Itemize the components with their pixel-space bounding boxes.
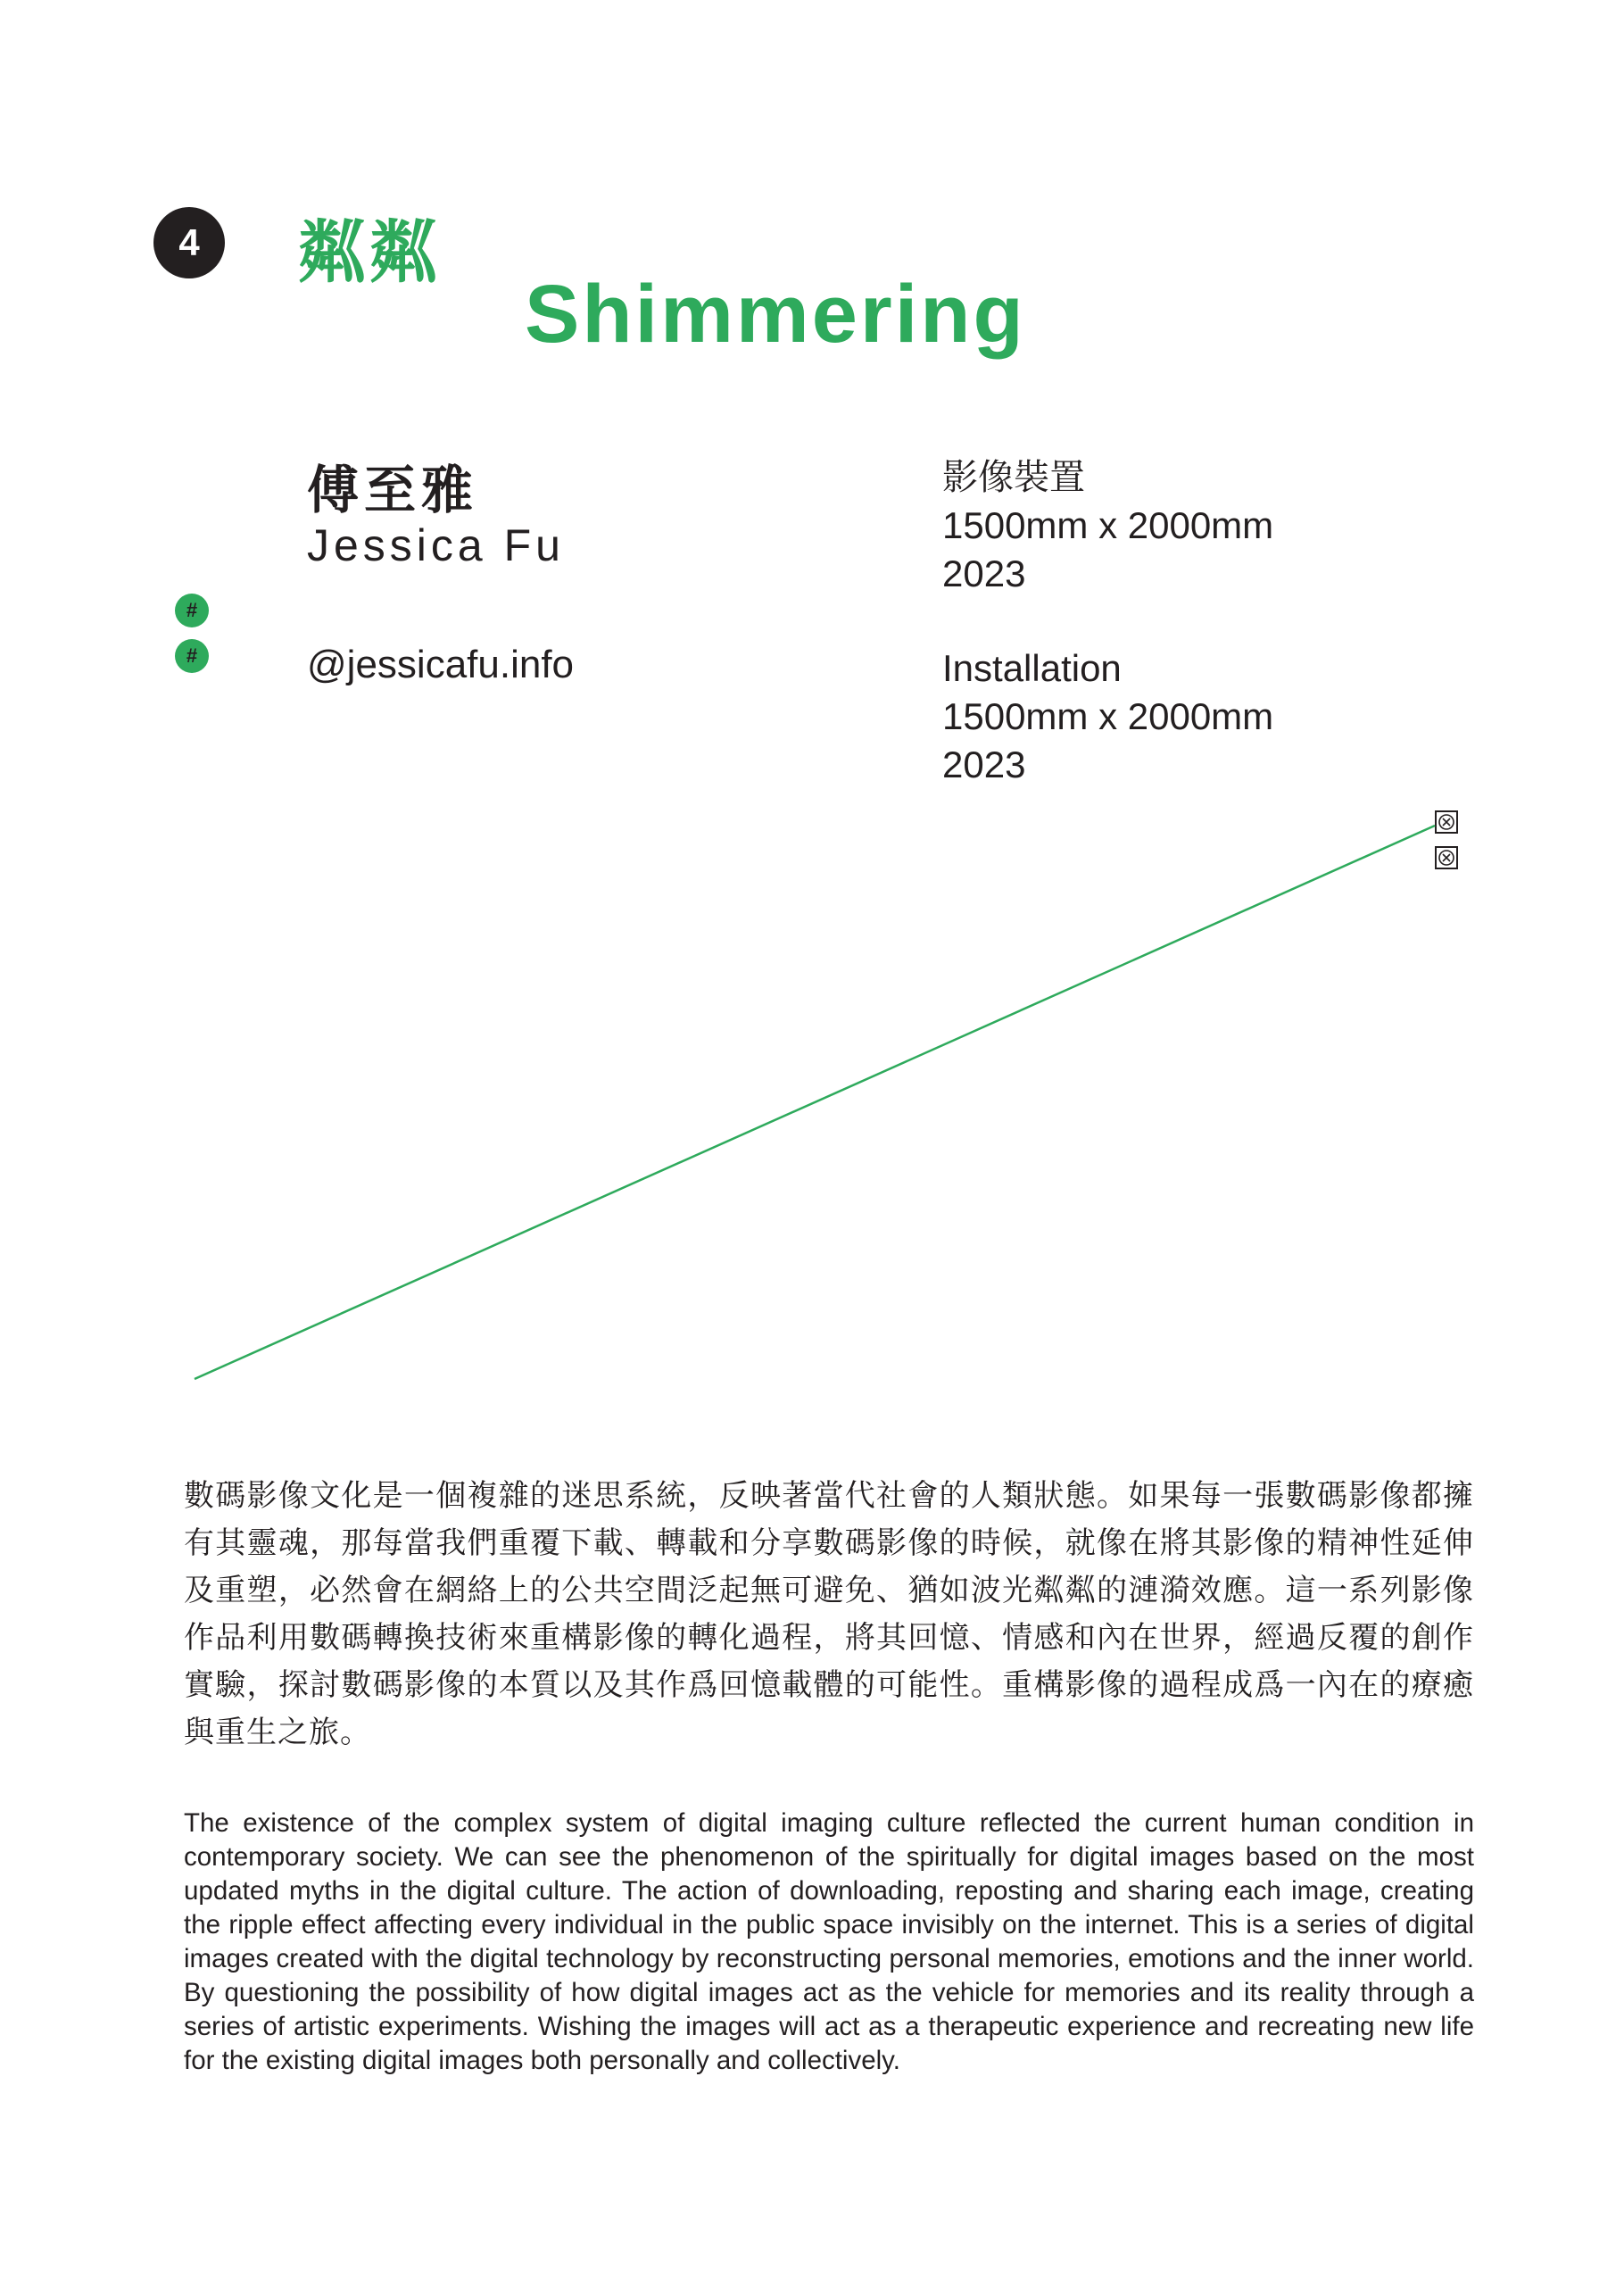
- artwork-year-zh: 2023: [942, 552, 1026, 594]
- hashtag-icon: #: [175, 594, 209, 627]
- artwork-size-zh: 1500mm x 2000mm: [942, 504, 1274, 546]
- description-english: The existence of the complex system of digital imaging culture reflected the current human condition in contemporary society. We can see the phenomenon of the spiritually for digital images based on the most updated myths in the digital culture. The action of downloading, reposting and sharing each image, creating the ripple effect affecting every individual in the public space invisibly on the internet. This is a series of digital images created with the digital technology by reconstructing personal memories, emotions and the inner world. By questioning the possibility of how digital images act as the vehicle for memories and its reality through a series of artistic experiments. Wishing the images will act as a therapeutic experience and recreating new life for the existing digital images both personally and collectively.: [184, 1808, 1474, 2075]
- section-number-badge: 4: [153, 207, 225, 278]
- artist-handle-link[interactable]: @jessicafu.info: [307, 643, 575, 686]
- artwork-size-en: 1500mm x 2000mm: [942, 695, 1274, 737]
- title-english: Shimmering: [525, 269, 1026, 360]
- title-chinese: 粼粼: [298, 212, 441, 292]
- artwork-medium-en: Installation: [942, 647, 1122, 689]
- artist-name-chinese: 傅至雅: [307, 460, 479, 520]
- artwork-medium-zh: 影像裝置: [942, 457, 1085, 498]
- artist-name-english: Jessica Fu: [307, 520, 565, 570]
- hashtag-icon: #: [175, 639, 209, 673]
- description-chinese: 數碼影像文化是一個複雜的迷思系統，反映著當代社會的人類狀態。如果每一張數碼影像都擁有其靈魂，那每當我們重覆下載、轉載和分享數碼影像的時候，就像在將其影像的精神性延伸及重塑，必然會在網絡上的公共空間泛起無可避免、猶如波光粼粼的漣漪效應。這一系列影像作品利用數碼轉換技術來重構影像的轉化過程，將其回憶、情感和內在世界，經過反覆的創作實驗，探討數碼影像的本質以及其作爲回憶載體的可能性。重構影像的過程成爲一內在的療癒與重生之旅。: [184, 1478, 1474, 1750]
- artwork-year-en: 2023: [942, 743, 1026, 785]
